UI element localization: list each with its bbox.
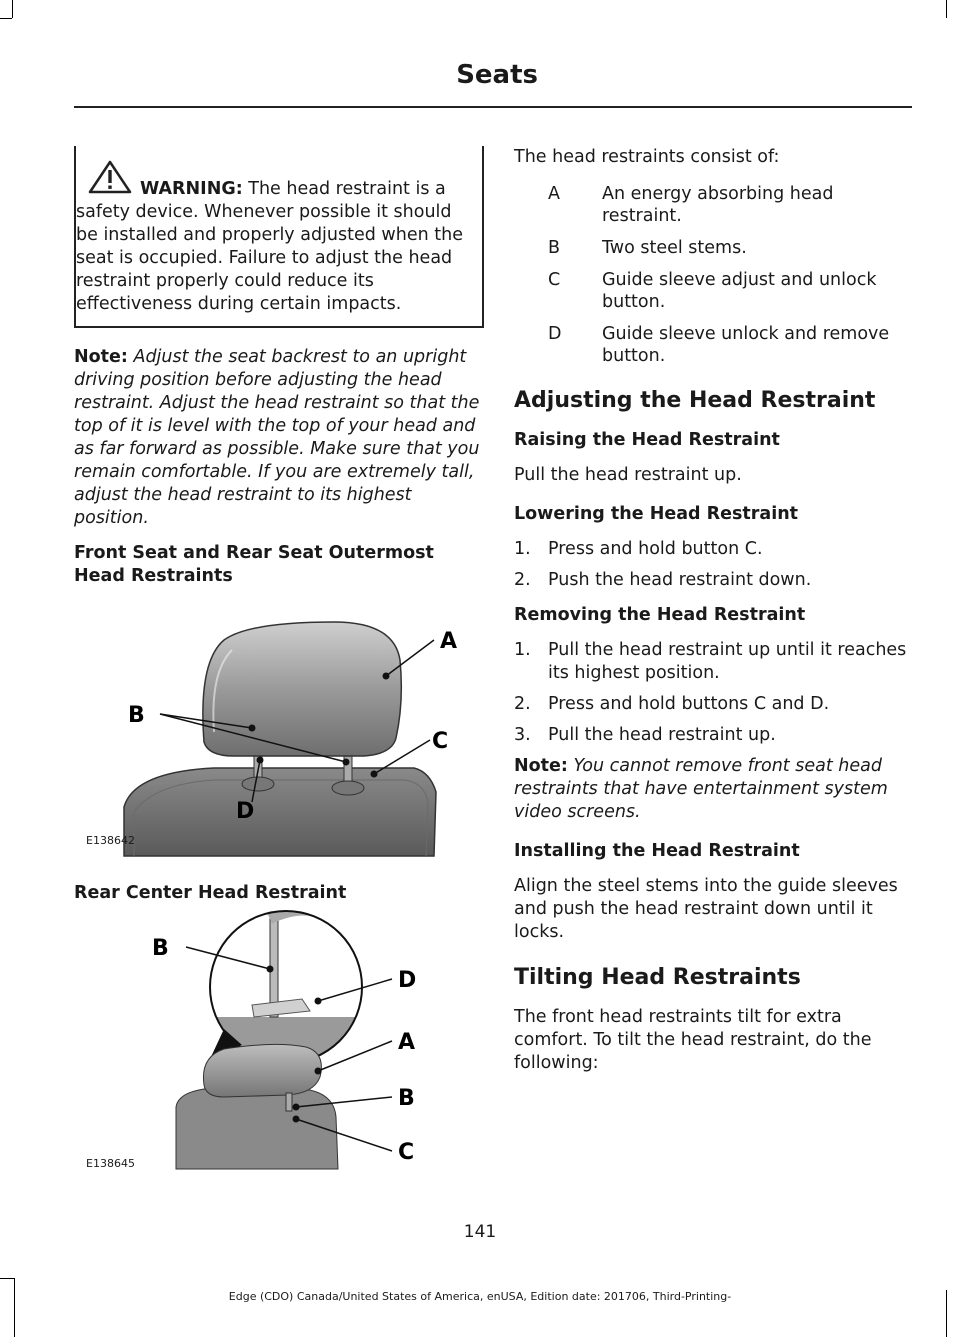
crop-mark [12, 0, 13, 18]
removing-steps [514, 639, 912, 747]
warning-triangle-icon [88, 160, 132, 194]
label-c: C [432, 729, 449, 754]
step-num: 2. [514, 694, 531, 714]
note-label: Note: [514, 756, 568, 776]
note-text: Adjust the seat backrest to an upright driving position before adjusting the head restraint. Adjust the head restraint so that the top of it is level with the top of your head and as far forward as possible. Make sure that you remain comfortable. If you are extremely tall, adjust the head restraint to its highest position. [74, 347, 480, 528]
warning-label: WARNING: [140, 179, 243, 199]
raising-text: Pull the head restraint up. [514, 465, 742, 485]
part-desc: Guide sleeve unlock and remove button. [602, 324, 890, 366]
step-num: 3. [514, 725, 531, 745]
label-b-bottom: B [398, 1086, 415, 1111]
section-heading-front: Front Seat and Rear Seat Outermost Head Restraints [74, 543, 434, 586]
part-desc: Guide sleeve adjust and unlock button. [602, 270, 877, 312]
part-letter: B [548, 238, 561, 258]
label-d: D [398, 968, 417, 993]
heading-lowering: Lowering the Head Restraint [514, 504, 799, 524]
step-text: Pull the head restraint up. [548, 725, 776, 745]
title-divider [74, 106, 912, 108]
figure-code: E138642 [86, 834, 135, 847]
note-text: You cannot remove front seat head restraints that have entertainment system video screens. [514, 756, 888, 822]
note [514, 755, 912, 824]
label-c: C [398, 1140, 415, 1165]
figure-code: E138645 [86, 1157, 135, 1170]
crop-mark [0, 18, 12, 19]
page-number: 141 [463, 1222, 497, 1242]
warning-text: The head restraint is a safety device. Whenever possible it should be installed and properly adjusted when the seat is occupied. Failure to adjust the head restraint properly could reduce its effectiveness during certain impacts. [76, 179, 463, 314]
heading-removing: Removing the Head Restraint [514, 605, 806, 625]
figure-rear-center-head-restraint [74, 907, 484, 1175]
list-item [514, 269, 912, 313]
list-item [514, 693, 912, 716]
part-letter: C [548, 270, 561, 290]
parts-list [514, 183, 912, 367]
label-d: D [236, 799, 255, 824]
left-column [74, 146, 484, 1175]
part-letter: A [548, 184, 560, 204]
heading-tilting: Tilting Head Restraints [514, 965, 801, 990]
step-num: 2. [514, 570, 531, 590]
step-num: 1. [514, 539, 531, 559]
part-desc: An energy absorbing head restraint. [602, 184, 834, 226]
installing-text: Align the steel stems into the guide sleeves and push the head restraint down until it locks. [514, 876, 898, 942]
note [74, 346, 484, 530]
label-a: A [398, 1030, 416, 1055]
rear-center-head-restraint-illustration [74, 907, 484, 1175]
list-item [514, 323, 912, 367]
list-item [514, 183, 912, 227]
crop-mark [14, 1278, 15, 1337]
list-item [514, 639, 912, 685]
warning-box [74, 146, 484, 328]
heading-adjusting: Adjusting the Head Restraint [514, 388, 876, 413]
tilting-text: The front head restraints tilt for extra comfort. To tilt the head restraint, do the following: [514, 1007, 872, 1073]
label-b-top: B [152, 936, 169, 961]
part-desc: Two steel stems. [602, 238, 747, 258]
list-item [514, 724, 912, 747]
step-text: Pull the head restraint up until it reaches its highest position. [548, 640, 907, 683]
step-text: Push the head restraint down. [548, 570, 812, 590]
label-a: A [440, 629, 458, 654]
front-head-restraint-illustration [74, 592, 484, 872]
heading-raising: Raising the Head Restraint [514, 430, 780, 450]
page-title: Seats [456, 60, 538, 90]
step-num: 1. [514, 640, 531, 660]
list-item [514, 538, 912, 561]
step-text: Press and hold button C. [548, 539, 763, 559]
figure-front-head-restraint [74, 592, 484, 872]
note-label: Note: [74, 347, 128, 367]
label-b: B [128, 703, 145, 728]
crop-mark [0, 1278, 14, 1279]
right-column [514, 146, 912, 1075]
part-letter: D [548, 324, 562, 344]
list-item [514, 569, 912, 592]
consist-intro: The head restraints consist of: [514, 147, 780, 167]
lowering-steps [514, 538, 912, 592]
crop-mark [946, 0, 947, 18]
section-heading-rear: Rear Center Head Restraint [74, 883, 347, 903]
list-item [514, 237, 912, 259]
step-text: Press and hold buttons C and D. [548, 694, 830, 714]
footer-text: Edge (CDO) Canada/United States of America, enUSA, Edition date: 201706, Third-Printing- [228, 1290, 732, 1303]
heading-installing: Installing the Head Restraint [514, 841, 800, 861]
